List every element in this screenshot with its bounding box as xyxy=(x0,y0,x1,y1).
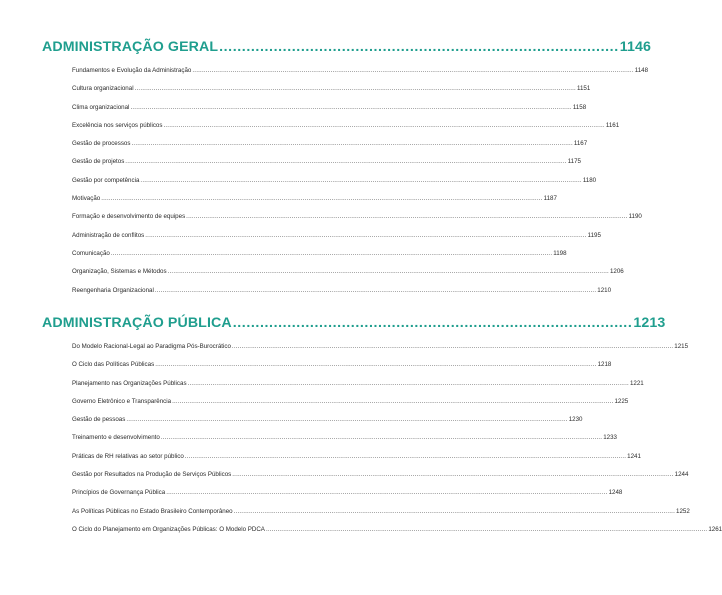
toc-entry[interactable] xyxy=(72,434,617,452)
toc-section-administracao-geral xyxy=(42,39,651,305)
toc-entry[interactable] xyxy=(72,361,612,379)
dot-leader: ...................................................................................................................................................................................................................................... xyxy=(126,416,568,424)
entry-page-number: 1241 xyxy=(627,452,641,460)
entry-page-number: 1225 xyxy=(614,397,629,405)
section-title: ADMINISTRAÇÃO PÚBLICA xyxy=(42,315,232,331)
entry-title: Governo Eletrônico e Transparência xyxy=(72,397,172,405)
dot-leader: ...................................................................................................................................................................................................................................... xyxy=(233,507,676,515)
toc-section-administracao-publica xyxy=(42,315,722,544)
dot-leader: ...................................................................................................................................................................................................................................... xyxy=(101,195,543,203)
toc-entry[interactable] xyxy=(72,489,623,507)
toc-entry[interactable] xyxy=(72,195,557,213)
entry-title: Treinamento e desenvolvimento xyxy=(72,434,160,442)
entry-page-number: 1261 xyxy=(708,525,722,533)
entry-page-number: 1158 xyxy=(572,103,587,111)
dot-leader: ...................................................................................................................................................................................................................................... xyxy=(145,231,587,239)
dot-leader: ...................................................................................................................................................................................................................................... xyxy=(125,158,567,166)
entry-page-number: 1175 xyxy=(567,158,581,166)
entry-page-number: 1215 xyxy=(674,343,689,350)
entry-page-number: 1167 xyxy=(573,140,588,148)
entry-page-number: 1248 xyxy=(608,489,623,497)
entry-title: Organização, Sistemas e Métodos xyxy=(72,268,167,276)
entry-title: Administração de conflitos xyxy=(72,231,145,239)
entry-title: O Ciclo das Políticas Públicas xyxy=(72,361,155,369)
entry-title: Gestão de processos xyxy=(72,140,131,148)
entry-page-number: 1151 xyxy=(576,85,591,93)
entry-title: Fundamentos e Evolução da Administração xyxy=(72,67,192,74)
entry-title: Gestão por competência xyxy=(72,176,140,184)
entry-title: Gestão de projetos xyxy=(72,158,125,166)
dot-leader: ...................................................................................................................................................................................................................................... xyxy=(232,471,674,479)
dot-leader: ...................................................................................................................................................................................................................................... xyxy=(160,434,603,442)
toc-entry[interactable] xyxy=(72,452,641,471)
entry-page-number: 1221 xyxy=(629,379,644,387)
entry-title: Princípios de Governança Pública xyxy=(72,489,166,497)
dot-leader: ...................................................................................................................................................................................................................................... xyxy=(167,268,609,276)
toc-entry[interactable] xyxy=(72,379,644,398)
toc-entry[interactable] xyxy=(72,268,624,286)
entry-page-number: 1210 xyxy=(597,286,612,294)
entry-title: Planejamento nas Organizações Públicas xyxy=(72,379,187,387)
toc-entry[interactable] xyxy=(72,249,567,268)
dot-leader: ...................................................................................................................................................................................................................................... xyxy=(231,343,674,350)
entry-title: O Ciclo do Planejamento em Organizações Públicas: O Modelo PDCA xyxy=(72,525,265,533)
section-heading[interactable] xyxy=(42,315,666,337)
toc-entry[interactable] xyxy=(72,286,612,305)
entry-title: Comunicação xyxy=(72,249,110,257)
dot-leader: ...................................................................................................................................................................................................................................... xyxy=(265,525,708,533)
entry-title: Excelência nos serviços públicos xyxy=(72,121,163,129)
entry-page-number: 1148 xyxy=(634,67,649,74)
entry-page-number: 1195 xyxy=(587,231,601,239)
entry-page-number: 1206 xyxy=(609,268,624,276)
dot-leader: ...................................................................................................................................................................................................................................... xyxy=(140,176,582,184)
dot-leader: ........................................................................................ xyxy=(219,39,619,55)
entry-title: Reengenharia Organizacional xyxy=(72,286,154,294)
dot-leader: ...................................................................................................................................................................................................................................... xyxy=(155,361,597,369)
toc-entry[interactable] xyxy=(72,67,649,85)
toc-entry[interactable] xyxy=(72,121,620,140)
dot-leader: ...................................................................................................................................................................................................................................... xyxy=(187,379,629,387)
toc-entry[interactable] xyxy=(72,140,588,158)
dot-leader: ...................................................................................................................................................................................................................................... xyxy=(110,249,553,257)
toc-entry[interactable] xyxy=(72,397,629,416)
entry-page-number: 1187 xyxy=(543,195,557,203)
dot-leader: ...................................................................................................................................................................................................................................... xyxy=(166,489,608,497)
entry-page-number: 1190 xyxy=(628,213,642,221)
toc-entry[interactable] xyxy=(72,525,722,544)
entry-page-number: 1233 xyxy=(603,434,617,442)
entry-page-number: 1180 xyxy=(582,176,597,184)
dot-leader: ...................................................................................................................................................................................................................................... xyxy=(131,140,573,148)
toc-entry[interactable] xyxy=(72,158,581,176)
section-page-number: 1213 xyxy=(633,315,666,331)
entry-title: Clima organizacional xyxy=(72,103,130,111)
dot-leader: ...................................................................................................................................................................................................................................... xyxy=(163,121,605,129)
toc-entry[interactable] xyxy=(72,343,689,361)
toc-entry[interactable] xyxy=(72,231,601,250)
entry-title: Gestão por Resultados na Produção de Serviços Públicos xyxy=(72,471,232,479)
toc-entry[interactable] xyxy=(72,471,689,489)
entry-title: Motivação xyxy=(72,195,101,203)
toc-entry[interactable] xyxy=(72,103,587,122)
toc-entry[interactable] xyxy=(72,85,591,103)
dot-leader: ...................................................................................................................................................................................................................................... xyxy=(184,452,627,460)
dot-leader: ...................................................................................................................................................................................................................................... xyxy=(154,286,597,294)
entry-title: As Políticas Públicas no Estado Brasileiro Contemporâneo xyxy=(72,507,233,515)
toc-entry[interactable] xyxy=(72,507,690,526)
toc-entry-list xyxy=(72,67,649,305)
entry-page-number: 1244 xyxy=(674,471,689,479)
entry-title: Cultura organizacional xyxy=(72,85,134,93)
toc-entry[interactable] xyxy=(72,213,642,231)
toc-entry-list xyxy=(72,343,722,544)
entry-page-number: 1161 xyxy=(605,121,620,129)
dot-leader: ...................................................................................................................................................................................................................................... xyxy=(134,85,576,93)
entry-title: Gestão de pessoas xyxy=(72,416,126,424)
section-heading[interactable] xyxy=(42,39,651,61)
dot-leader: ...................................................................................................................................................................................................................................... xyxy=(172,397,614,405)
entry-title: Práticas de RH relativas ao setor público xyxy=(72,452,184,460)
entry-page-number: 1198 xyxy=(553,249,567,257)
entry-page-number: 1252 xyxy=(676,507,690,515)
entry-page-number: 1230 xyxy=(568,416,583,424)
dot-leader: ........................................................................................ xyxy=(232,315,633,331)
toc-entry[interactable] xyxy=(72,416,583,434)
dot-leader: ...................................................................................................................................................................................................................................... xyxy=(186,213,628,221)
entry-title: Formação e desenvolvimento de equipes xyxy=(72,213,186,221)
section-page-number: 1146 xyxy=(619,39,651,55)
entry-page-number: 1218 xyxy=(597,361,612,369)
dot-leader: ...................................................................................................................................................................................................................................... xyxy=(192,67,634,74)
section-title: ADMINISTRAÇÃO GERAL xyxy=(42,39,219,55)
entry-title: Do Modelo Racional-Legal ao Paradigma Pós-Burocrático xyxy=(72,343,231,350)
dot-leader: ...................................................................................................................................................................................................................................... xyxy=(130,103,572,111)
toc-entry[interactable] xyxy=(72,176,597,195)
